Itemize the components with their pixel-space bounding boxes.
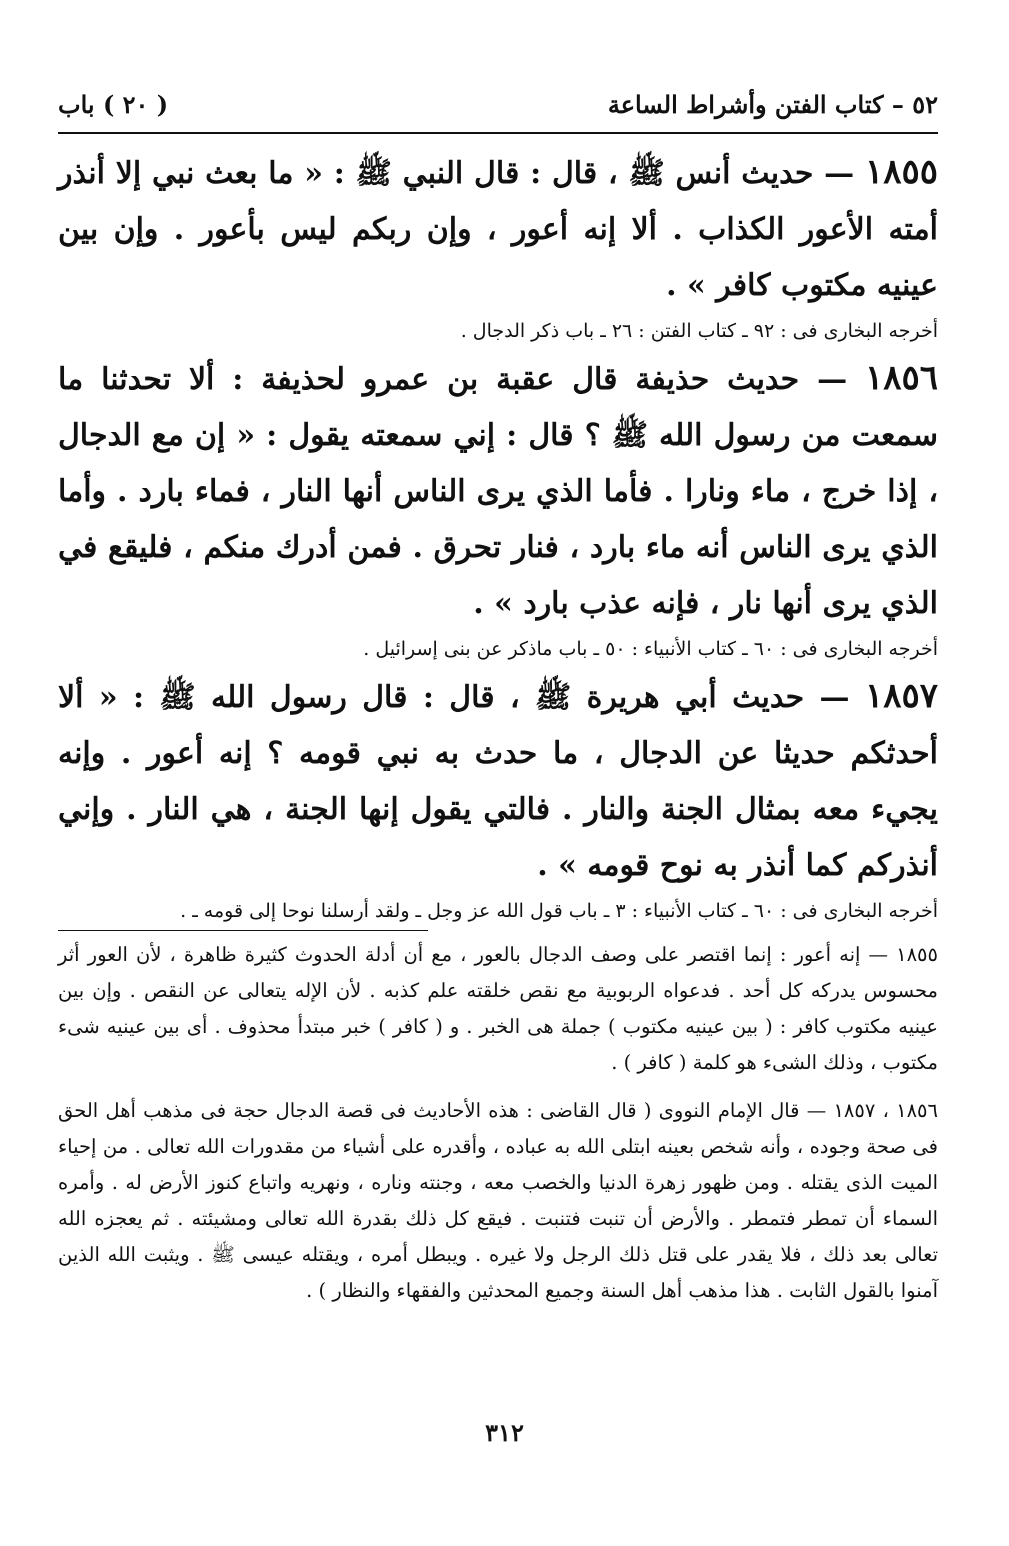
hadith-number: ١٨٥٥ <box>864 152 938 192</box>
hadith-text: — حديث أبي هريرة ﷺ ، قال : قال رسول الله ﷺ : « ألا أحدثكم حديثا عن الدجال ، ما حدث به نبي قومه ؟ إنه أعور . وإنه يجيء معه بمثال الجنة والنار . فالتي يقول إنها الجنة ، هي النار . وإني أنذركم كما أنذر به نوح قومه » . <box>58 680 938 883</box>
hadith-1856 <box>58 350 938 632</box>
hadith-1857 <box>58 668 938 894</box>
hadith-reference: أخرجه البخارى فى : ٩٢ ـ كتاب الفتن : ٢٦ ـ باب ذكر الدجال . <box>460 320 938 342</box>
hadith-text: — حديث حذيفة قال عقبة بن عمرو لحذيفة : ألا تحدثنا ما سمعت من رسول الله ﷺ ؟ قال : إني سمعته يقول : « إن مع الدجال ، إذا خرج ، ماء ونارا . فأما الذي يرى الناس أنها النار ، فماء بارد . وأما الذي يرى الناس أنه ماء بارد ، فنار تحرق . فمن أدرك منكم ، فليقع في الذي يرى أنها نار ، فإنه عذب بارد » . <box>58 362 938 621</box>
running-title: ٥٢ – كتاب الفتن وأشراط الساعة <box>607 90 938 119</box>
book-page <box>58 88 938 1309</box>
chapter-heading: ( ٢٠ ) باب <box>58 90 169 119</box>
page-header <box>58 88 938 134</box>
hadith-reference: أخرجه البخارى فى : ٦٠ ـ كتاب الأنبياء : ٥٠ ـ باب ماذكر عن بنى إسرائيل . <box>363 638 938 660</box>
footnote-divider <box>58 930 428 931</box>
hadith-number: ١٨٥٦ <box>864 358 938 398</box>
page-number: ٣١٢ <box>485 1418 524 1447</box>
footnote-1855: ١٨٥٥ — إنه أعور : إنما اقتصر على وصف الدجال بالعور ، مع أن أدلة الحدوث كثيرة ظاهرة ، لأن العور أثر محسوس يدركه كل أحد . فدعواه الربوبية مع نقص خلقته علم كذبه . لأن الإله يتعالى عن النقص . وإن بين عينيه مكتوب كافر : ( بين عينيه مكتوب ) جملة هى الخبر . و ( كافر ) خبر مبتدأ محذوف . أى بين عينيه شىء مكتوب ، وذلك الشىء هو كلمة ( كافر ) . <box>58 943 938 1074</box>
hadith-reference: أخرجه البخارى فى : ٦٠ ـ كتاب الأنبياء : ٣ ـ باب قول الله عز وجل ـ ولقد أرسلنا نوحا إلى قومه ـ . <box>180 900 938 922</box>
footnote-1856-1857: ١٨٥٦ ، ١٨٥٧ — قال الإمام النووى ( قال القاضى : هذه الأحاديث فى قصة الدجال حجة فى مذهب أهل الحق فى صحة وجوده ، وأنه شخص بعينه ابتلى الله به عباده ، وأقدره على أشياء من مقدورات الله تعالى . من إحياء الميت الذى يقتله . ومن ظهور زهرة الدنيا والخصب معه ، وجنته وناره ، ونهريه واتباع كنوز الأرض له . وأمره السماء أن تمطر فتمطر . والأرض أن تنبت فتنبت . فيقع كل ذلك بقدرة الله تعالى ومشيئته . ثم يعجزه الله تعالى بعد ذلك ، فلا يقدر على قتل ذلك الرجل ولا غيره . ويبطل أمره ، ويقتله عيسى ﷺ . ويثبت الله الذين آمنوا بالقول الثابت . هذا مذهب أهل السنة وجميع المحدثين والفقهاء والنظار ) . <box>58 1099 939 1302</box>
hadith-number: ١٨٥٧ <box>864 676 938 716</box>
hadith-text: — حديث أنس ﷺ ، قال : قال النبي ﷺ : « ما بعث نبي إلا أنذر أمته الأعور الكذاب . ألا إنه أعور ، وإن ربكم ليس بأعور . وإن بين عينيه مكتوب كافر » . <box>58 156 938 303</box>
hadith-1855 <box>58 144 938 314</box>
